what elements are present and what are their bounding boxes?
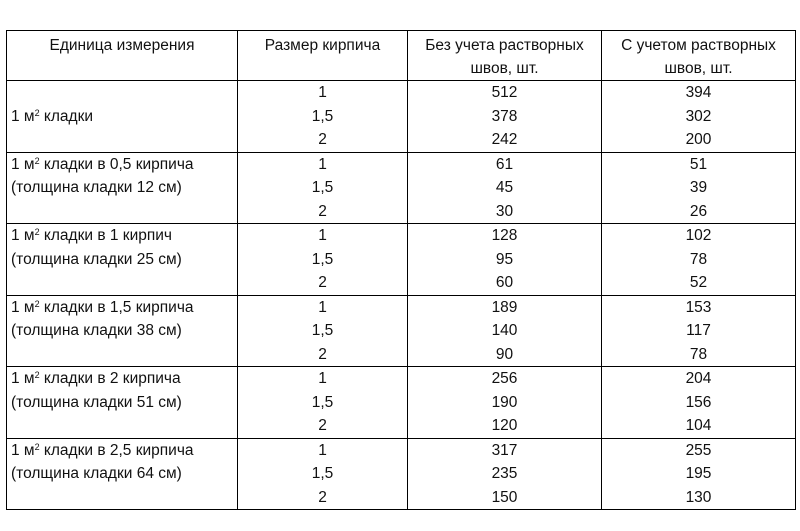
value: 140	[491, 322, 518, 339]
value: 95	[495, 250, 514, 268]
value: 394	[685, 84, 712, 101]
value: 235	[491, 465, 518, 482]
unit-cell	[7, 367, 238, 439]
with-joints-cell	[602, 81, 796, 153]
brick-size-cell	[238, 81, 408, 153]
brick-size-cell	[238, 224, 408, 296]
table-row	[7, 295, 796, 367]
unit-label	[11, 296, 237, 320]
value: 128	[491, 227, 518, 244]
unit-note: (толщина кладки 25 см)	[11, 250, 182, 268]
value: 1,5	[311, 179, 334, 196]
value: 156	[685, 393, 712, 411]
unit-label-rest: кладки в 2,5 кирпича	[39, 441, 194, 459]
value: 1,5	[311, 322, 334, 339]
value: 120	[491, 417, 518, 434]
unit-note: (толщина кладки 51 см)	[11, 393, 182, 411]
unit-label	[11, 367, 237, 391]
value: 2	[318, 417, 327, 434]
value: 1,5	[311, 393, 334, 411]
unit-note: (толщина кладки 12 см)	[11, 179, 182, 196]
table-row	[7, 367, 796, 439]
unit-label-main: 1 м	[11, 370, 35, 387]
value: 1,5	[311, 465, 334, 482]
value: 78	[689, 345, 708, 363]
with-joints-cell	[602, 224, 796, 296]
brick-size-cell	[238, 295, 408, 367]
value: 61	[495, 155, 514, 173]
value: 2	[318, 488, 327, 506]
table-body	[7, 81, 796, 510]
value: 512	[491, 84, 518, 101]
header-unit: Единица измерения	[7, 31, 238, 81]
value: 189	[491, 298, 518, 316]
value: 2	[318, 131, 327, 148]
value: 51	[689, 155, 708, 173]
unit-label-superscript: 2	[34, 298, 40, 309]
brick-size-cell	[238, 367, 408, 439]
with-joints-cell	[602, 295, 796, 367]
header-brick-size: Размер кирпича	[238, 31, 408, 81]
value: 2	[318, 345, 327, 363]
header-without-joints: Без учета растворных швов, шт.	[408, 31, 602, 81]
unit-label-main: 1 м	[11, 298, 35, 316]
unit-cell	[7, 438, 238, 510]
table-row	[7, 438, 796, 510]
value: 255	[685, 441, 712, 459]
value: 102	[685, 227, 712, 244]
unit-label	[11, 439, 237, 463]
table-row	[7, 81, 796, 153]
brick-size-cell	[238, 438, 408, 510]
unit-cell	[7, 295, 238, 367]
value: 1,5	[311, 107, 334, 125]
unit-label-main: 1 м	[11, 107, 35, 125]
without-joints-cell	[408, 224, 602, 296]
value: 1	[318, 84, 327, 101]
value: 39	[689, 179, 708, 196]
value: 130	[685, 488, 712, 506]
without-joints-cell	[408, 81, 602, 153]
value: 1	[318, 227, 327, 244]
header-with-joints: С учетом растворных швов, шт.	[602, 31, 796, 81]
value: 204	[685, 370, 712, 387]
without-joints-cell	[408, 438, 602, 510]
with-joints-cell	[602, 152, 796, 224]
value: 90	[495, 345, 514, 363]
brick-count-table	[6, 30, 796, 510]
value: 190	[491, 393, 518, 411]
with-joints-cell	[602, 367, 796, 439]
unit-note: (толщина кладки 38 см)	[11, 322, 182, 339]
value: 150	[491, 488, 518, 506]
unit-label	[11, 153, 237, 177]
value: 317	[491, 441, 518, 459]
value: 78	[689, 250, 708, 268]
unit-label-rest: кладки в 1 кирпич	[39, 227, 172, 244]
value: 2	[318, 202, 327, 220]
value: 302	[685, 107, 712, 125]
unit-label-main: 1 м	[11, 227, 35, 244]
spacer	[11, 81, 237, 105]
without-joints-cell	[408, 295, 602, 367]
value: 378	[491, 107, 518, 125]
value: 1	[318, 441, 327, 459]
value: 153	[685, 298, 712, 316]
unit-label-main: 1 м	[11, 155, 35, 173]
value: 242	[491, 131, 518, 148]
unit-cell	[7, 224, 238, 296]
unit-label-superscript: 2	[34, 370, 40, 380]
with-joints-cell	[602, 438, 796, 510]
unit-label	[11, 105, 237, 129]
unit-label-main: 1 м	[11, 441, 35, 459]
value: 104	[685, 417, 712, 434]
unit-label-superscript: 2	[34, 227, 40, 237]
table-row	[7, 152, 796, 224]
value: 195	[685, 465, 712, 482]
without-joints-cell	[408, 152, 602, 224]
value: 1	[318, 298, 327, 316]
value: 52	[689, 274, 708, 291]
unit-label	[11, 224, 237, 248]
brick-size-cell	[238, 152, 408, 224]
value: 1,5	[311, 250, 334, 268]
unit-label-rest: кладки в 2 кирпича	[39, 370, 181, 387]
unit-note: (толщина кладки 64 см)	[11, 465, 182, 482]
value: 26	[689, 202, 708, 220]
unit-label-superscript: 2	[34, 155, 40, 166]
value: 45	[495, 179, 514, 196]
unit-cell	[7, 81, 238, 153]
value: 256	[491, 370, 518, 387]
value: 200	[685, 131, 712, 148]
unit-cell	[7, 152, 238, 224]
value: 2	[318, 274, 327, 291]
unit-label-superscript: 2	[34, 441, 40, 452]
value: 30	[495, 202, 514, 220]
unit-label-rest: кладки в 1,5 кирпича	[39, 298, 194, 316]
table-row	[7, 224, 796, 296]
value: 1	[318, 370, 327, 387]
unit-label-rest: кладки в 0,5 кирпича	[39, 155, 194, 173]
value: 1	[318, 155, 327, 173]
value: 117	[686, 322, 711, 339]
unit-label-superscript: 2	[34, 107, 40, 118]
without-joints-cell	[408, 367, 602, 439]
table-header-row	[7, 31, 796, 81]
unit-label-rest: кладки	[39, 107, 94, 125]
value: 60	[495, 274, 514, 291]
